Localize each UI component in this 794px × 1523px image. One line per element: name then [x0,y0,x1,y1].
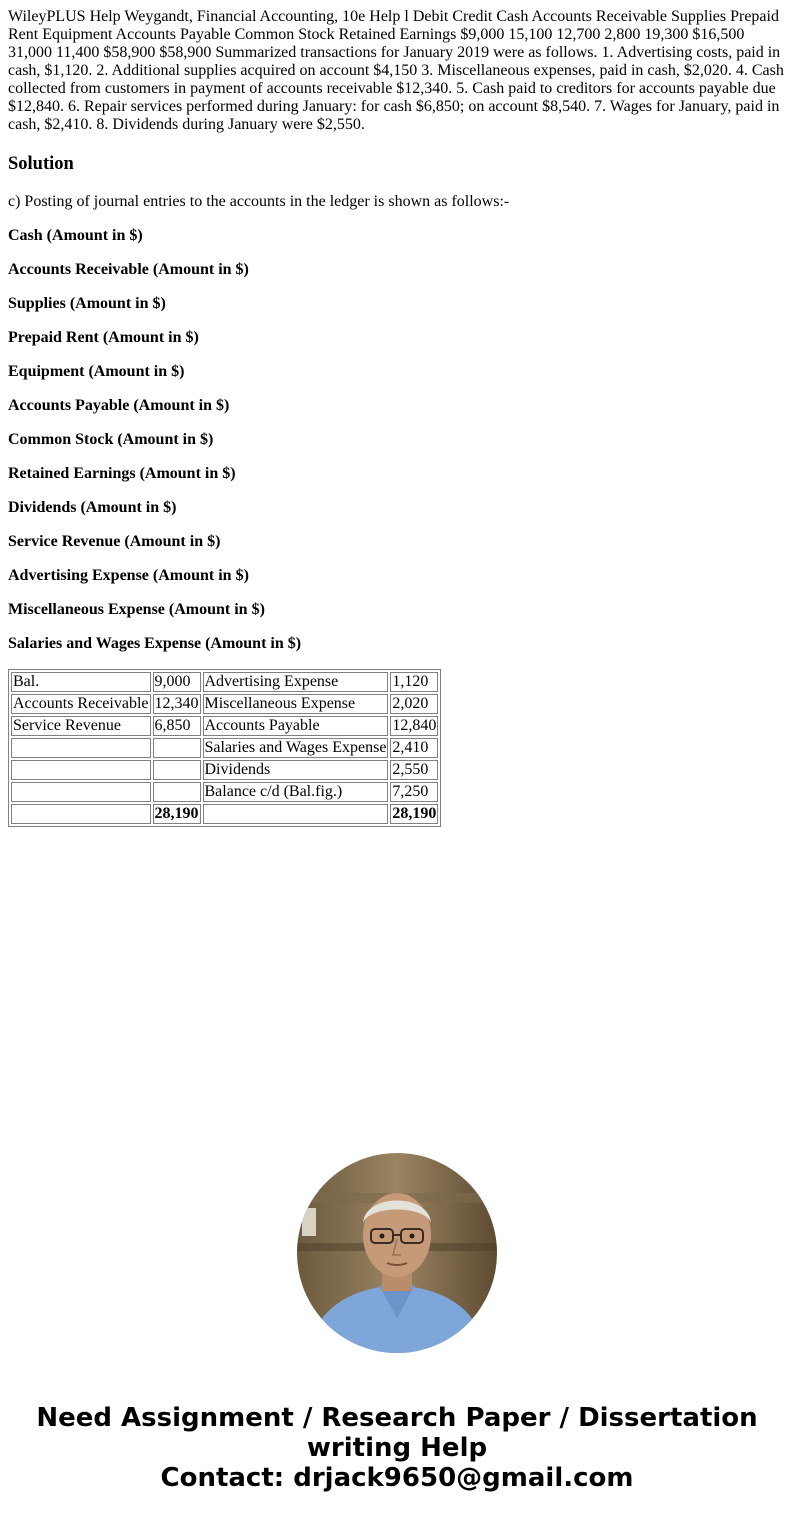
account-heading-miscellaneous-expense: Miscellaneous Expense (Amount in $) [8,601,265,618]
help-advertisement [0,1403,794,1493]
solution-heading: Solution [8,154,74,174]
account-headings [8,227,301,669]
account-heading-cash: Cash (Amount in $) [8,227,143,244]
table-row [11,738,438,758]
table-cell: Bal. [11,672,151,692]
contact-email: Contact: drjack9650@gmail.com [160,1463,634,1493]
account-heading-common-stock: Common Stock (Amount in $) [8,431,214,448]
table-row [11,782,438,802]
table-cell: Advertising Expense [203,672,389,692]
table-cell: 9,000 [153,672,201,692]
account-heading-accounts-payable: Accounts Payable (Amount in $) [8,397,230,414]
table-cell: 12,340 [154,695,199,712]
account-heading-advertising-expense: Advertising Expense (Amount in $) [8,567,249,584]
table-cell [153,738,201,758]
account-heading-supplies: Supplies (Amount in $) [8,295,166,312]
table-cell: Accounts Payable [203,716,389,736]
ad-line: writing Help [306,1433,488,1463]
table-cell: 2,020 [390,694,438,714]
account-heading-dividends: Dividends (Amount in $) [8,499,177,516]
person-photo-icon [297,1153,497,1353]
table-row [11,760,438,780]
account-heading-retained-earnings: Retained Earnings (Amount in $) [8,465,236,482]
table-row [11,716,438,736]
table-total-row [11,804,438,824]
table-total-credit: 28,190 [392,805,437,822]
account-heading-service-revenue: Service Revenue (Amount in $) [8,533,221,550]
table-cell: Accounts Receivable [13,695,149,712]
ad-line: Need Assignment / Research Paper / Dissertation [36,1403,758,1433]
table-cell [11,804,151,824]
table-total-debit: 28,190 [154,805,199,822]
table-cell: 6,850 [153,716,201,736]
table-cell: Miscellaneous Expense [203,694,389,714]
account-heading-equipment: Equipment (Amount in $) [8,363,185,380]
table-cell [203,804,389,824]
table-cell: 1,120 [390,672,438,692]
table-cell [11,782,151,802]
question-text: WileyPLUS Help Weygandt, Financial Accounting, 10e Help l Debit Credit Cash Accounts Receivable Supplies Prepaid Rent Equipment Accounts Payable Common Stock Retained Earnings $9,000 15,100 12,700 2,800 19,300 $16,500 31,000 11,400 $58,900 $58,900 Summarized transactions for January 2019 were as follows. 1. Advertising costs, paid in cash, $1,120. 2. Additional supplies acquired on account $4,150 3. Miscellaneous expenses, paid in cash, $2,020. 4. Cash collected from customers in payment of accounts receivable $12,340. 5. Cash paid to creditors for accounts payable due $12,840. 6. Repair services performed during January: for cash $6,850; on account $8,540. 7. Wages for January, paid in cash, $2,410. 8. Dividends during January were $2,550. [8,8,784,133]
table-cell [11,760,151,780]
table-cell: 7,250 [390,782,438,802]
table-cell: Dividends [203,760,389,780]
table-cell [153,782,201,802]
table-row [11,672,438,692]
page-content [8,8,786,822]
table-cell: 12,840 [392,717,437,734]
account-heading-prepaid-rent: Prepaid Rent (Amount in $) [8,329,199,346]
table-cell [153,760,201,780]
table-cell: Service Revenue [11,716,151,736]
account-heading-accounts-receivable: Accounts Receivable (Amount in $) [8,261,249,278]
avatar [297,1153,497,1353]
table-cell: Balance c/d (Bal.fig.) [203,782,389,802]
table-cell [11,738,151,758]
account-heading-salaries-wages-expense: Salaries and Wages Expense (Amount in $) [8,635,302,652]
posting-text: c) Posting of journal entries to the accounts in the ledger is shown as follows:- [8,193,510,210]
table-cell: Salaries and Wages Expense [204,739,387,756]
cash-ledger-table [8,669,441,827]
table-row [11,694,438,714]
table-cell: 2,410 [390,738,438,758]
table-cell: 2,550 [390,760,438,780]
